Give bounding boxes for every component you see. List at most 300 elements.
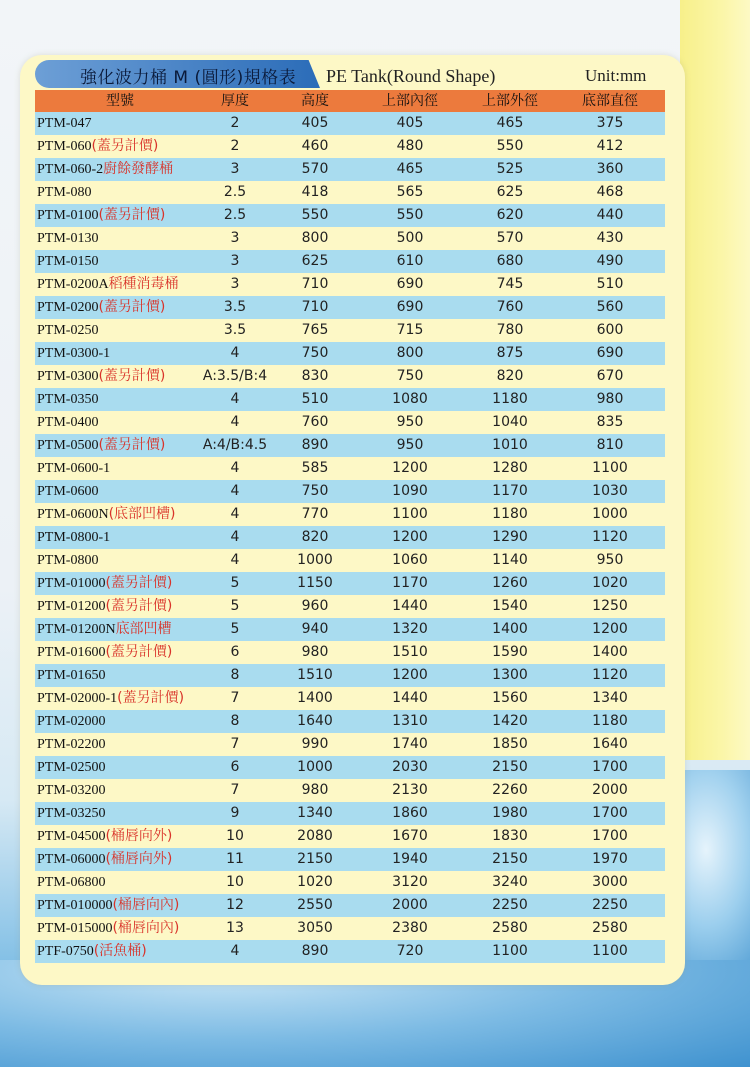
cell-thickness: 8 xyxy=(230,713,240,729)
table-row xyxy=(35,526,665,549)
cell-height: 890 xyxy=(301,943,329,959)
model-code: PTM-0100 xyxy=(37,208,99,223)
cell-thickness: 5 xyxy=(230,598,240,614)
cell-height: 418 xyxy=(301,184,329,200)
cell-height: 940 xyxy=(301,621,329,637)
cell-height: 2550 xyxy=(297,897,333,913)
model-note: (桶唇向內) xyxy=(112,920,180,936)
table-row xyxy=(35,319,665,342)
cell-inner-diameter: 1740 xyxy=(392,736,428,752)
cell-inner-diameter: 1440 xyxy=(392,598,428,614)
cell-outer-diameter: 2580 xyxy=(492,920,528,936)
cell-height: 585 xyxy=(301,460,329,476)
cell-thickness: 2.5 xyxy=(223,184,247,200)
cell-thickness: 2 xyxy=(230,138,240,154)
cell-inner-diameter: 1670 xyxy=(392,828,428,844)
model-code: PTM-01000 xyxy=(37,576,106,591)
cell-outer-diameter: 550 xyxy=(496,138,524,154)
cell-thickness: 3.5 xyxy=(223,322,247,338)
cell-bottom-diameter: 1200 xyxy=(592,621,628,637)
cell-thickness: 5 xyxy=(230,621,240,637)
model-code: PTM-0130 xyxy=(37,231,99,246)
cell-outer-diameter: 1850 xyxy=(492,736,528,752)
cell-outer-diameter: 1980 xyxy=(492,805,528,821)
cell-model xyxy=(37,664,105,687)
cell-thickness: 7 xyxy=(230,782,240,798)
table-row xyxy=(35,756,665,779)
cell-bottom-diameter: 360 xyxy=(596,161,624,177)
cell-model xyxy=(37,779,105,802)
cell-height: 750 xyxy=(301,483,329,499)
cell-bottom-diameter: 950 xyxy=(596,552,624,568)
cell-bottom-diameter: 430 xyxy=(596,230,624,246)
model-code: PTM-0800-1 xyxy=(37,530,111,545)
cell-outer-diameter: 1540 xyxy=(492,598,528,614)
cell-model xyxy=(37,250,98,273)
cell-bottom-diameter: 600 xyxy=(596,322,624,338)
cell-bottom-diameter: 1030 xyxy=(592,483,628,499)
table-row xyxy=(35,434,665,457)
header-outer-diameter: 上部外徑 xyxy=(482,93,538,109)
model-code: PTM-0200 xyxy=(37,300,99,315)
cell-model xyxy=(37,641,172,664)
table-row xyxy=(35,940,665,963)
cell-bottom-diameter: 835 xyxy=(596,414,624,430)
model-code: PTM-03250 xyxy=(37,806,106,821)
cell-height: 1510 xyxy=(297,667,333,683)
cell-model xyxy=(37,135,158,158)
cell-height: 1640 xyxy=(297,713,333,729)
cell-thickness: 13 xyxy=(226,920,244,936)
cell-outer-diameter: 1010 xyxy=(492,437,528,453)
spec-table-body xyxy=(35,112,665,963)
cell-model xyxy=(37,687,184,710)
cell-model xyxy=(37,365,165,388)
cell-thickness: 8 xyxy=(230,667,240,683)
model-code: PTM-010000 xyxy=(37,898,113,913)
cell-bottom-diameter: 1100 xyxy=(592,460,628,476)
table-row xyxy=(35,572,665,595)
table-row xyxy=(35,296,665,319)
cell-model xyxy=(37,595,172,618)
cell-inner-diameter: 1060 xyxy=(392,552,428,568)
model-code: PTM-060-2 xyxy=(37,162,104,177)
header-model: 型號 xyxy=(106,93,134,109)
cell-outer-diameter: 680 xyxy=(496,253,524,269)
cell-height: 2150 xyxy=(297,851,333,867)
cell-thickness: 11 xyxy=(226,851,244,867)
cell-inner-diameter: 1200 xyxy=(392,667,428,683)
model-code: PTM-02000 xyxy=(37,714,106,729)
table-row xyxy=(35,871,665,894)
cell-thickness: 10 xyxy=(226,874,244,890)
cell-thickness: A:4/B:4.5 xyxy=(202,437,268,453)
cell-outer-diameter: 1400 xyxy=(492,621,528,637)
cell-height: 750 xyxy=(301,345,329,361)
cell-outer-diameter: 1040 xyxy=(492,414,528,430)
model-code: PTM-06000 xyxy=(37,852,106,867)
cell-bottom-diameter: 468 xyxy=(596,184,624,200)
table-row xyxy=(35,802,665,825)
cell-bottom-diameter: 560 xyxy=(596,299,624,315)
cell-inner-diameter: 405 xyxy=(396,115,424,131)
table-row xyxy=(35,227,665,250)
cell-model xyxy=(37,319,98,342)
cell-outer-diameter: 465 xyxy=(496,115,524,131)
cell-thickness: 10 xyxy=(226,828,244,844)
cell-outer-diameter: 1180 xyxy=(492,391,528,407)
cell-height: 1000 xyxy=(297,759,333,775)
cell-height: 1150 xyxy=(297,575,333,591)
cell-thickness: 4 xyxy=(230,460,240,476)
cell-model xyxy=(37,871,105,894)
cell-outer-diameter: 570 xyxy=(496,230,524,246)
cell-bottom-diameter: 670 xyxy=(596,368,624,384)
model-note: 稻種消毒桶 xyxy=(108,276,179,292)
model-code: PTM-0250 xyxy=(37,323,99,338)
cell-height: 1020 xyxy=(297,874,333,890)
cell-inner-diameter: 2130 xyxy=(392,782,428,798)
cell-model xyxy=(37,480,98,503)
cell-height: 710 xyxy=(301,276,329,292)
cell-outer-diameter: 3240 xyxy=(492,874,528,890)
cell-bottom-diameter: 980 xyxy=(596,391,624,407)
cell-bottom-diameter: 1180 xyxy=(592,713,628,729)
cell-height: 1000 xyxy=(297,552,333,568)
cell-model xyxy=(37,181,91,204)
cell-model xyxy=(37,342,110,365)
cell-thickness: 4 xyxy=(230,529,240,545)
cell-inner-diameter: 950 xyxy=(396,437,424,453)
cell-model xyxy=(37,917,179,940)
cell-inner-diameter: 465 xyxy=(396,161,424,177)
model-note: (蓋另計價) xyxy=(117,690,185,706)
cell-bottom-diameter: 440 xyxy=(596,207,624,223)
model-note: (蓋另計價) xyxy=(98,437,166,453)
cell-height: 830 xyxy=(301,368,329,384)
cell-model xyxy=(37,894,179,917)
cell-bottom-diameter: 1700 xyxy=(592,759,628,775)
cell-bottom-diameter: 2580 xyxy=(592,920,628,936)
cell-height: 2080 xyxy=(297,828,333,844)
cell-model xyxy=(37,434,165,457)
cell-height: 550 xyxy=(301,207,329,223)
page-title-chinese: 強化波力桶 M (圓形)規格表 xyxy=(80,68,297,88)
model-code: PTM-015000 xyxy=(37,921,113,936)
page-title-english: PE Tank(Round Shape) xyxy=(326,66,496,86)
table-row xyxy=(35,181,665,204)
cell-thickness: 7 xyxy=(230,736,240,752)
header-thickness: 厚度 xyxy=(221,93,249,109)
table-row xyxy=(35,135,665,158)
model-code: PTM-01600 xyxy=(37,645,106,660)
cell-outer-diameter: 620 xyxy=(496,207,524,223)
model-note: 底部凹槽 xyxy=(115,621,172,637)
model-code: PTM-0600 xyxy=(37,484,99,499)
cell-thickness: 3 xyxy=(230,230,240,246)
cell-thickness: 4 xyxy=(230,506,240,522)
cell-bottom-diameter: 1700 xyxy=(592,828,628,844)
cell-bottom-diameter: 412 xyxy=(596,138,624,154)
cell-inner-diameter: 1200 xyxy=(392,460,428,476)
table-row xyxy=(35,342,665,365)
cell-model xyxy=(37,204,165,227)
cell-model xyxy=(37,572,172,595)
cell-outer-diameter: 2250 xyxy=(492,897,528,913)
cell-height: 800 xyxy=(301,230,329,246)
model-note: (桶唇向內) xyxy=(112,897,180,913)
cell-model xyxy=(37,388,98,411)
cell-height: 990 xyxy=(301,736,329,752)
cell-outer-diameter: 1280 xyxy=(492,460,528,476)
cell-inner-diameter: 1320 xyxy=(392,621,428,637)
cell-bottom-diameter: 1100 xyxy=(592,943,628,959)
model-code: PTM-01200N xyxy=(37,622,116,637)
cell-outer-diameter: 820 xyxy=(496,368,524,384)
table-row xyxy=(35,894,665,917)
cell-thickness: 4 xyxy=(230,414,240,430)
model-code: PTM-0400 xyxy=(37,415,99,430)
cell-bottom-diameter: 690 xyxy=(596,345,624,361)
cell-inner-diameter: 1860 xyxy=(392,805,428,821)
table-row xyxy=(35,664,665,687)
cell-outer-diameter: 875 xyxy=(496,345,524,361)
model-code: PTM-01200 xyxy=(37,599,106,614)
unit-label: Unit:mm xyxy=(585,66,647,85)
cell-bottom-diameter: 1120 xyxy=(592,529,628,545)
cell-bottom-diameter: 1120 xyxy=(592,667,628,683)
cell-thickness: 3 xyxy=(230,253,240,269)
cell-model xyxy=(37,296,165,319)
table-row xyxy=(35,365,665,388)
cell-height: 980 xyxy=(301,782,329,798)
cell-height: 625 xyxy=(301,253,329,269)
table-row xyxy=(35,848,665,871)
cell-height: 890 xyxy=(301,437,329,453)
cell-inner-diameter: 565 xyxy=(396,184,424,200)
model-code: PTM-0150 xyxy=(37,254,99,269)
model-code: PTM-0600-1 xyxy=(37,461,111,476)
cell-inner-diameter: 610 xyxy=(396,253,424,269)
model-code: PTM-03200 xyxy=(37,783,106,798)
cell-height: 1340 xyxy=(297,805,333,821)
cell-inner-diameter: 1080 xyxy=(392,391,428,407)
cell-inner-diameter: 1200 xyxy=(392,529,428,545)
cell-inner-diameter: 750 xyxy=(396,368,424,384)
cell-height: 710 xyxy=(301,299,329,315)
yellow-background-strip xyxy=(680,0,750,760)
table-row xyxy=(35,549,665,572)
model-code: PTM-02000-1 xyxy=(37,691,118,706)
table-row xyxy=(35,595,665,618)
cell-inner-diameter: 1100 xyxy=(392,506,428,522)
cell-outer-diameter: 745 xyxy=(496,276,524,292)
cell-bottom-diameter: 1700 xyxy=(592,805,628,821)
cell-model xyxy=(37,940,147,963)
cell-inner-diameter: 800 xyxy=(396,345,424,361)
table-row xyxy=(35,618,665,641)
cell-model xyxy=(37,158,173,181)
cell-thickness: A:3.5/B:4 xyxy=(202,368,268,384)
cell-thickness: 4 xyxy=(230,391,240,407)
cell-height: 765 xyxy=(301,322,329,338)
table-row xyxy=(35,457,665,480)
cell-bottom-diameter: 1640 xyxy=(592,736,628,752)
cell-model xyxy=(37,802,105,825)
cell-thickness: 3.5 xyxy=(223,299,247,315)
model-note: (桶唇向外) xyxy=(105,851,173,867)
cell-inner-diameter: 500 xyxy=(396,230,424,246)
model-note: (蓋另計價) xyxy=(98,368,166,384)
cell-inner-diameter: 690 xyxy=(396,276,424,292)
cell-model xyxy=(37,733,105,756)
cell-inner-diameter: 720 xyxy=(396,943,424,959)
cell-outer-diameter: 780 xyxy=(496,322,524,338)
table-row xyxy=(35,687,665,710)
cell-height: 960 xyxy=(301,598,329,614)
cell-outer-diameter: 1290 xyxy=(492,529,528,545)
cell-thickness: 2 xyxy=(230,115,240,131)
model-note: (蓋另計價) xyxy=(91,138,159,154)
cell-height: 570 xyxy=(301,161,329,177)
cell-thickness: 6 xyxy=(230,644,240,660)
cell-inner-diameter: 2030 xyxy=(392,759,428,775)
cell-thickness: 4 xyxy=(230,483,240,499)
model-code: PTM-0300 xyxy=(37,369,99,384)
cell-bottom-diameter: 2250 xyxy=(592,897,628,913)
model-code: PTM-047 xyxy=(37,116,92,131)
cell-model xyxy=(37,526,110,549)
table-row xyxy=(35,733,665,756)
table-row xyxy=(35,204,665,227)
model-code: PTM-0200A xyxy=(37,277,109,292)
cell-thickness: 6 xyxy=(230,759,240,775)
table-row xyxy=(35,112,665,135)
cell-bottom-diameter: 1970 xyxy=(592,851,628,867)
cell-inner-diameter: 950 xyxy=(396,414,424,430)
cell-inner-diameter: 550 xyxy=(396,207,424,223)
cell-thickness: 2.5 xyxy=(223,207,247,223)
cell-outer-diameter: 1170 xyxy=(492,483,528,499)
cell-inner-diameter: 2000 xyxy=(392,897,428,913)
model-code: PTM-0500 xyxy=(37,438,99,453)
model-code: PTM-04500 xyxy=(37,829,106,844)
cell-outer-diameter: 1830 xyxy=(492,828,528,844)
cell-thickness: 3 xyxy=(230,161,240,177)
cell-model xyxy=(37,756,105,779)
model-note: (蓋另計價) xyxy=(105,598,173,614)
model-code: PTM-060 xyxy=(37,139,92,154)
cell-inner-diameter: 480 xyxy=(396,138,424,154)
model-code: PTM-080 xyxy=(37,185,92,200)
cell-outer-diameter: 1560 xyxy=(492,690,528,706)
cell-height: 1400 xyxy=(297,690,333,706)
cell-bottom-diameter: 1000 xyxy=(592,506,628,522)
table-row xyxy=(35,480,665,503)
table-row xyxy=(35,779,665,802)
cell-model xyxy=(37,227,98,250)
cell-inner-diameter: 3120 xyxy=(392,874,428,890)
cell-bottom-diameter: 490 xyxy=(596,253,624,269)
cell-bottom-diameter: 810 xyxy=(596,437,624,453)
cell-height: 980 xyxy=(301,644,329,660)
model-code: PTM-02200 xyxy=(37,737,106,752)
cell-height: 510 xyxy=(301,391,329,407)
cell-model xyxy=(37,112,91,135)
model-code: PTM-01650 xyxy=(37,668,106,683)
table-row xyxy=(35,158,665,181)
cell-outer-diameter: 760 xyxy=(496,299,524,315)
cell-inner-diameter: 2380 xyxy=(392,920,428,936)
cell-height: 820 xyxy=(301,529,329,545)
cell-thickness: 3 xyxy=(230,276,240,292)
cell-thickness: 4 xyxy=(230,552,240,568)
cell-outer-diameter: 1100 xyxy=(492,943,528,959)
header-bottom-diameter: 底部直徑 xyxy=(582,93,638,109)
table-row xyxy=(35,641,665,664)
table-row xyxy=(35,710,665,733)
cell-inner-diameter: 1440 xyxy=(392,690,428,706)
cell-inner-diameter: 1310 xyxy=(392,713,428,729)
cell-outer-diameter: 525 xyxy=(496,161,524,177)
cell-bottom-diameter: 375 xyxy=(596,115,624,131)
cell-thickness: 9 xyxy=(230,805,240,821)
cell-inner-diameter: 690 xyxy=(396,299,424,315)
cell-model xyxy=(37,848,172,871)
cell-outer-diameter: 2260 xyxy=(492,782,528,798)
model-code: PTM-0300-1 xyxy=(37,346,111,361)
model-code: PTM-0350 xyxy=(37,392,99,407)
cell-thickness: 7 xyxy=(230,690,240,706)
cell-outer-diameter: 1140 xyxy=(492,552,528,568)
cell-model xyxy=(37,411,98,434)
cell-bottom-diameter: 1250 xyxy=(592,598,628,614)
cell-inner-diameter: 715 xyxy=(396,322,424,338)
table-header xyxy=(35,90,665,112)
cell-inner-diameter: 1170 xyxy=(392,575,428,591)
cell-thickness: 12 xyxy=(226,897,244,913)
model-code: PTM-02500 xyxy=(37,760,106,775)
model-code: PTF-0750 xyxy=(37,944,94,959)
table-row xyxy=(35,917,665,940)
cell-outer-diameter: 1300 xyxy=(492,667,528,683)
cell-outer-diameter: 1420 xyxy=(492,713,528,729)
cell-outer-diameter: 2150 xyxy=(492,759,528,775)
table-row xyxy=(35,250,665,273)
model-note: (蓋另計價) xyxy=(98,299,166,315)
table-row xyxy=(35,273,665,296)
table-row xyxy=(35,503,665,526)
cell-thickness: 5 xyxy=(230,575,240,591)
cell-bottom-diameter: 3000 xyxy=(592,874,628,890)
cell-thickness: 4 xyxy=(230,943,240,959)
cell-bottom-diameter: 1340 xyxy=(592,690,628,706)
cell-model xyxy=(37,618,172,641)
header-inner-diameter: 上部內徑 xyxy=(382,93,438,109)
cell-outer-diameter: 625 xyxy=(496,184,524,200)
cell-model xyxy=(37,457,110,480)
model-code: PTM-06800 xyxy=(37,875,106,890)
model-note: (蓋另計價) xyxy=(105,575,173,591)
cell-bottom-diameter: 510 xyxy=(596,276,624,292)
cell-outer-diameter: 1590 xyxy=(492,644,528,660)
cell-model xyxy=(37,710,105,733)
model-code: PTM-0600N xyxy=(37,507,109,522)
cell-height: 460 xyxy=(301,138,329,154)
model-note: (底部凹槽) xyxy=(108,506,176,522)
cell-inner-diameter: 1510 xyxy=(392,644,428,660)
cell-height: 770 xyxy=(301,506,329,522)
